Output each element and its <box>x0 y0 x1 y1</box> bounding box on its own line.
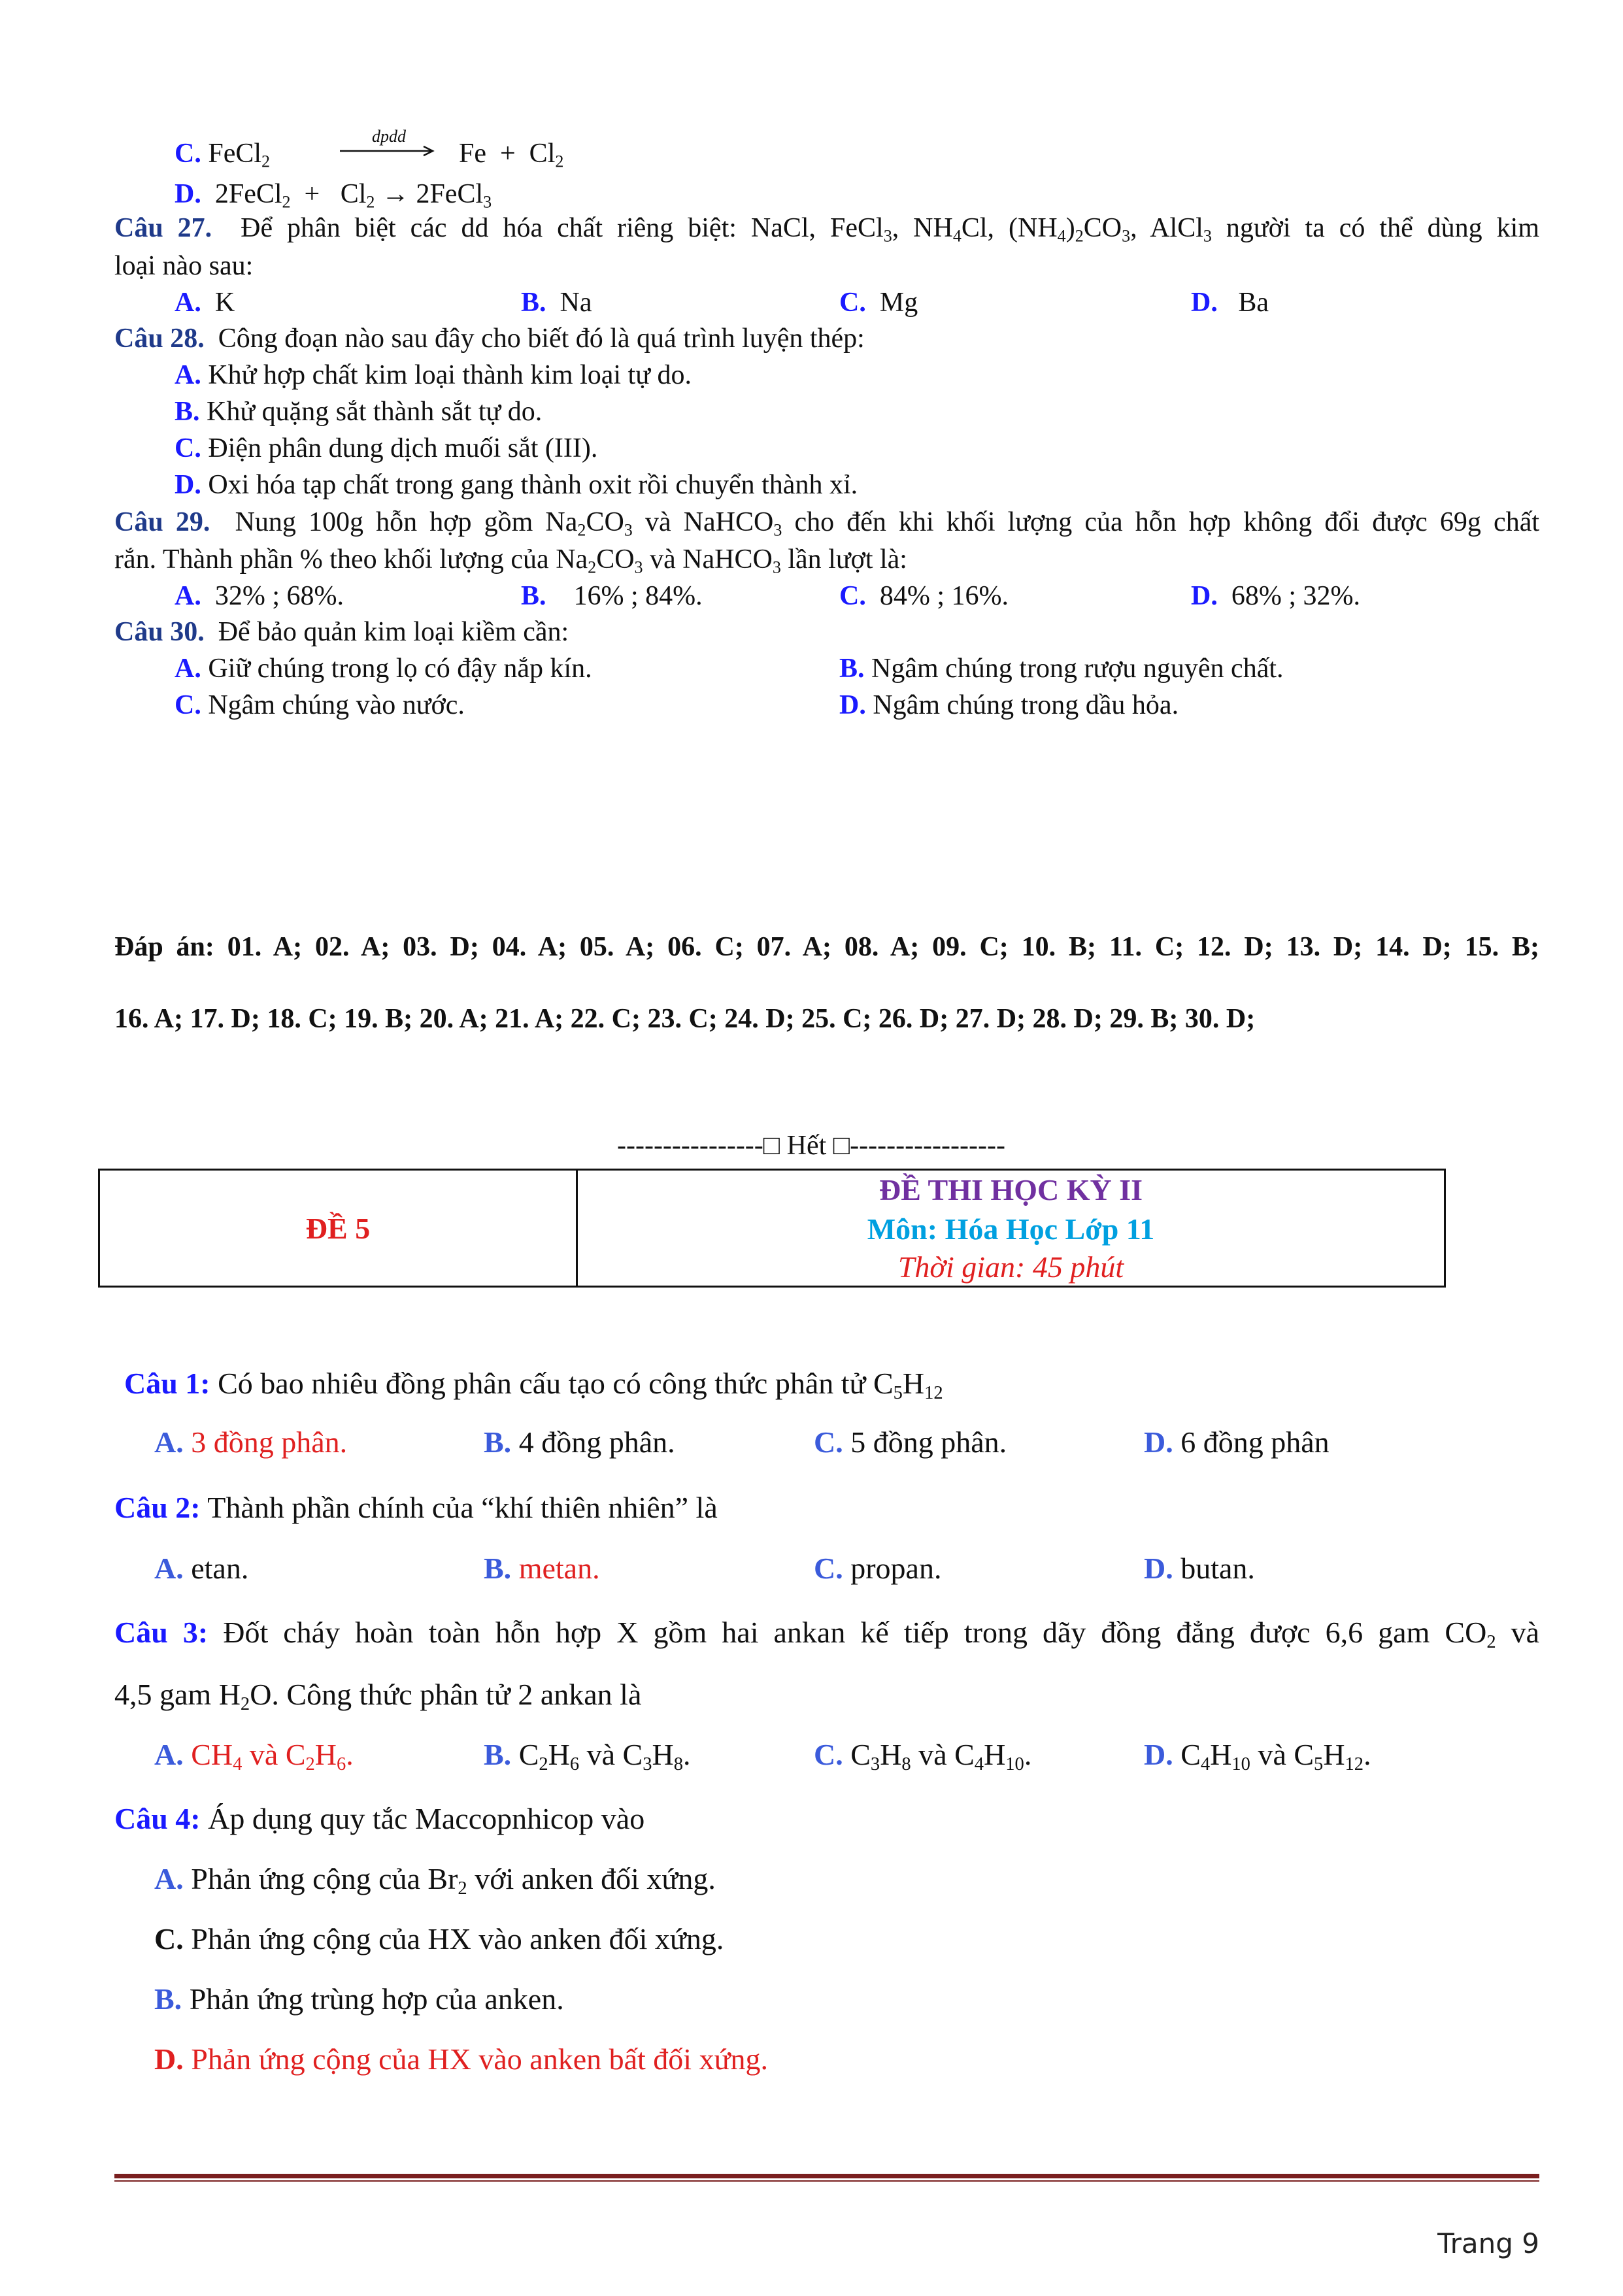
exam-header-table <box>98 1169 1446 1288</box>
q3-opt-c: C. $C_3H_8$ và $C_4H_{10}$. <box>814 1738 1032 1774</box>
q27-opt-d: D. Ba <box>1191 288 1269 318</box>
exam-time: Thời gian: 45 phút <box>897 1250 1124 1284</box>
exam-title: ĐỀ THI HỌC KỲ II <box>878 1173 1143 1206</box>
q30-opt-d: D. Ngâm chúng trong dầu hỏa. <box>839 690 1179 720</box>
q4-opt-b: B. Phản ứng trùng hợp của anken. <box>154 1982 564 2016</box>
q29-stem: Câu 29. Nung 100g hỗn hợp gồm $Na_2CO_3$ và NaHCO$_3$ cho đến khi khối lượng của hỗn hợp không đổi được 69g chất <box>114 507 1540 540</box>
end-marker: ----------------□ Hết □----------------- <box>617 1131 1005 1161</box>
exam-subject: Môn: Hóa Học Lớp 11 <box>867 1212 1155 1246</box>
exam-code: ĐỀ 5 <box>305 1211 371 1245</box>
q4-opt-c: C. Phản ứng cộng của HX vào anken đối xứng. <box>154 1922 724 1955</box>
exam-title-cell <box>577 1170 1445 1287</box>
q1-opt-d: D. 6 đồng phân <box>1144 1425 1330 1459</box>
q4-opt-d: D. Phản ứng cộng của HX vào anken bất đối xứng. <box>154 2042 769 2076</box>
q3-opt-a: A. $CH_4$ và $C_2H_6$. <box>154 1738 354 1774</box>
q26-option-c: C. FeCl$_2$ <box>175 139 271 171</box>
q1-opt-c: C. 5 đồng phân. <box>814 1425 1007 1459</box>
q28-opt-c: C. Điện phân dung dịch muối sắt (III). <box>175 433 598 463</box>
q27-opt-b: B. Na <box>521 288 592 318</box>
q26-option-d: D. 2FeCl$_2$ + $Cl_2$ → 2FeCl$_3$ <box>175 179 492 212</box>
q28-opt-b: B. Khử quặng sắt thành sắt tự do. <box>175 397 543 427</box>
q2-opt-a: A. etan. <box>154 1552 249 1585</box>
q27-opt-a: A. K <box>175 288 235 318</box>
q29-opt-d: D. 68% ; 32%. <box>1191 581 1360 611</box>
answer-key-line-2: 16. A; 17. D; 18. C; 19. B; 20. A; 21. A; 22. C; 23. C; 24. D; 25. C; 26. D; 27. D; 28. D; 29. B; 30. D; <box>114 1004 1256 1034</box>
q1-stem: Câu 1: Có bao nhiêu đồng phân cấu tạo có công thức phân tử $C_5H_{12}$ <box>124 1367 943 1403</box>
q27-stem: Câu 27. Để phân biệt các dd hóa chất riêng biệt: NaCl, FeCl$_3$, $NH_4Cl$, $(NH_4)_2CO_3$, AlCl$_3$ người ta có thể dùng kim <box>114 213 1539 246</box>
footer-rule-thin <box>114 2180 1539 2182</box>
q3-opt-d: D. $C_4H_{10}$ và $C_5H_{12}$. <box>1144 1738 1371 1774</box>
q29-opt-c: C. 84% ; 16%. <box>839 581 1009 611</box>
q3-stem-2: 4,5 gam $H_2O$. Công thức phân tử 2 ankan là <box>114 1678 642 1714</box>
q2-stem: Câu 2: Thành phần chính của “khí thiên nhiên” là <box>114 1491 718 1524</box>
page-number: Trang 9 <box>1437 2227 1539 2259</box>
q1-opt-a: A. 3 đồng phân. <box>154 1425 348 1459</box>
q2-opt-c: C. propan. <box>814 1552 942 1585</box>
q26-d-equation: 2FeCl$_2$ + $Cl_2$ → 2FeCl$_3$ <box>214 179 492 212</box>
reaction-arrow-icon <box>340 145 438 157</box>
q2-opt-d: D. butan. <box>1144 1552 1255 1585</box>
q28-opt-a: A. Khử hợp chất kim loại thành kim loại tự do. <box>175 360 692 390</box>
q4-stem: Câu 4: Áp dụng quy tắc Maccopnhicop vào <box>114 1802 645 1835</box>
q2-opt-b: B. metan. <box>484 1552 600 1585</box>
exam-code-cell <box>99 1170 577 1287</box>
arrow-label: dpdd <box>372 127 406 146</box>
q27-stem-2: loại nào sau: <box>114 251 254 281</box>
q3-opt-b: B. $C_2H_6$ và $C_3H_8$. <box>484 1738 691 1774</box>
q27-opt-c: C. Mg <box>839 288 918 318</box>
q29-stem-2: rắn. Thành phần % theo khối lượng của $Na_2CO_3$ và NaHCO$_3$ lần lượt là: <box>114 544 907 577</box>
q28-stem: Câu 28. Công đoạn nào sau đây cho biết đó là quá trình luyện thép: <box>114 324 865 354</box>
q28-opt-d: D. Oxi hóa tạp chất trong gang thành oxit rồi chuyển thành xỉ. <box>175 470 858 500</box>
q30-opt-b: B. Ngâm chúng trong rượu nguyên chất. <box>839 654 1284 684</box>
q1-opt-b: B. 4 đồng phân. <box>484 1425 675 1459</box>
q29-opt-b: B. 16% ; 84%. <box>521 581 703 611</box>
answer-key-line-1: Đáp án: 01. A; 02. A; 03. D; 04. A; 05. A; 06. C; 07. A; 08. A; 09. C; 10. B; 11. C; 12. D; 13. D; 14. D; 15. B; <box>114 932 1539 962</box>
q30-stem: Câu 30. Để bảo quản kim loại kiềm cần: <box>114 617 569 647</box>
q30-opt-a: A. Giữ chúng trong lọ có đậy nắp kín. <box>175 654 592 684</box>
q3-stem: Câu 3: Đốt cháy hoàn toàn hỗn hợp X gồm hai ankan kế tiếp trong dãy đồng đẳng được 6,6 gam $CO_2$ và <box>114 1616 1540 1652</box>
q26-c-reactant: FeCl$_2$ <box>208 139 271 171</box>
q4-opt-a: A. Phản ứng cộng của $Br_2$ với anken đối xứng. <box>154 1862 716 1899</box>
q30-opt-c: C. Ngâm chúng vào nước. <box>175 690 465 720</box>
q26-c-products: $Fe + Cl_2$ <box>459 139 564 171</box>
footer-rule <box>114 2174 1539 2178</box>
q29-opt-a: A. 32% ; 68%. <box>175 581 344 611</box>
